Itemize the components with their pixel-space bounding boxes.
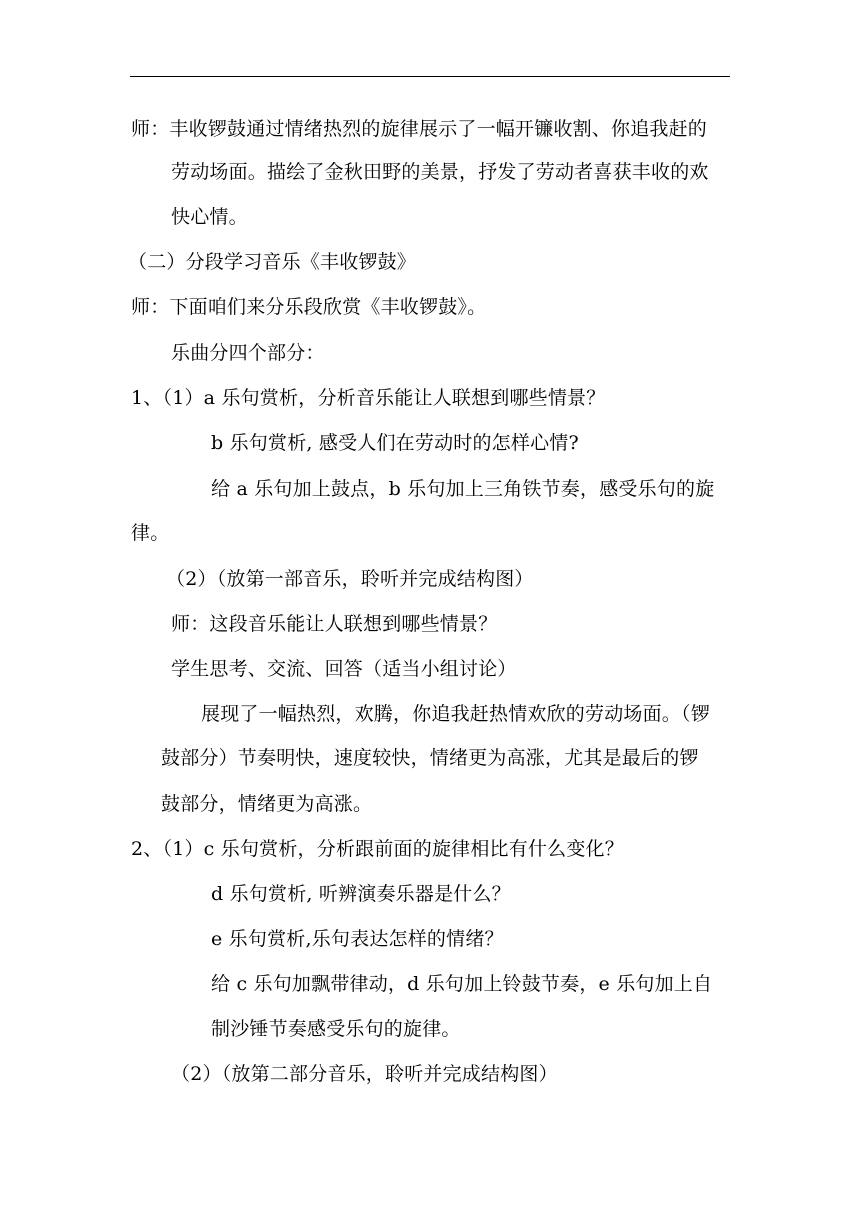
text-line: 师：这段音乐能让人联想到哪些情景？ [171, 613, 498, 635]
text-line: 鼓部分）节奏明快，速度较快，情绪更为高涨，尤其是最后的锣 [161, 747, 699, 769]
text-line: 劳动场面。描绘了金秋田野的美景，抒发了劳动者喜获丰收的欢 [171, 161, 709, 183]
text-line: （2）（放第一部音乐，聆听并完成结构图） [166, 568, 534, 590]
text-line: 师：下面咱们来分乐段欣赏《丰收锣鼓》。 [131, 296, 487, 318]
text-line: 鼓部分，情绪更为高涨。 [161, 793, 373, 815]
text-line: b 乐句赏析, 感受人们在劳动时的怎样心情? [211, 432, 579, 454]
header-rule [130, 76, 730, 77]
text-line: 律。 [131, 522, 170, 544]
text-line: 给 c 乐句加飘带律动，d 乐句加上铃鼓节奏，e 乐句加上自 [211, 973, 713, 995]
text-line: 展现了一幅热烈，欢腾，你追我赶热情欢欣的劳动场面。（锣 [201, 703, 710, 725]
text-line: 制沙锤节奏感受乐句的旋律。 [211, 1018, 461, 1040]
text-line: 师：丰收锣鼓通过情绪热烈的旋律展示了一幅开镰收割、你追我赶的 [131, 118, 708, 140]
list-item: 1、（1）a 乐句赏析，分析音乐能让人联想到哪些情景？ [131, 387, 606, 409]
text-line: e 乐句赏析,乐句表达怎样的情绪？ [211, 928, 504, 950]
text-line: 快心情。 [171, 206, 248, 228]
text-line: d 乐句赏析, 听辨演奏乐器是什么？ [211, 883, 511, 905]
section-heading: （二）分段学习音乐《丰收锣鼓》 [128, 251, 417, 273]
list-item: 2、（1）c 乐句赏析，分析跟前面的旋律相比有什么变化？ [131, 838, 624, 860]
text-line: 乐曲分四个部分： [171, 342, 325, 364]
text-line: 给 a 乐句加上鼓点，b 乐句加上三角铁节奏，感受乐句的旋 [211, 478, 715, 500]
text-line: （2）（放第二部分音乐，聆听并完成结构图） [171, 1063, 558, 1085]
text-line: 学生思考、交流、回答（适当小组讨论） [171, 658, 517, 680]
